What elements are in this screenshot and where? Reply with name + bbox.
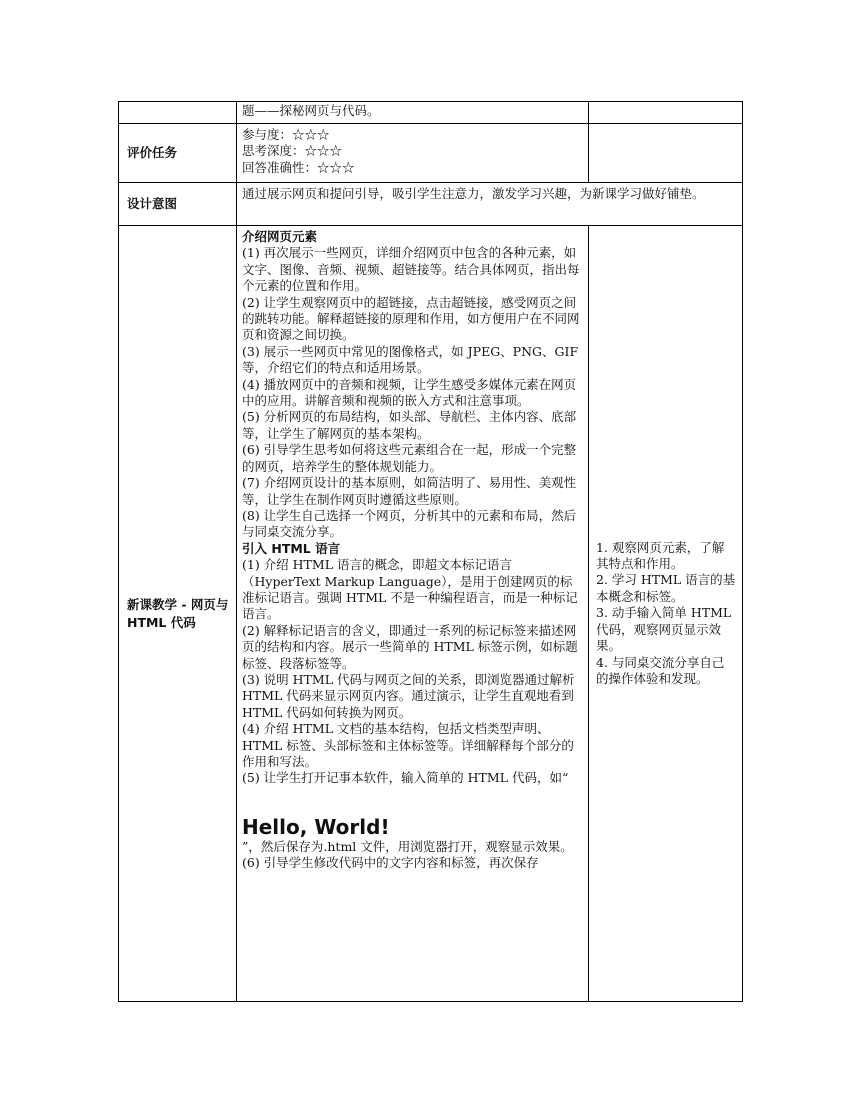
list-item: (8) 让学生自己选择一个网页，分析其中的元素和布局，然后与同桌交流分享。 [242,507,577,540]
list-item: (5) 让学生打开记事本软件，输入简单的 HTML 代码，如“ [242,770,569,786]
intent-text: 通过展示网页和提问引导，吸引学生注意力，激发学习兴趣，为新课学习做好铺垫。 [242,186,705,201]
row-label-teach: 新课教学 - 网页与 HTML 代码 [119,226,237,1002]
lesson-plan-table [118,101,743,1002]
teach-content-cell [237,226,589,1002]
row-label-eval: 评价任务 [119,124,237,183]
table-row [119,183,743,226]
content-cell [237,102,589,124]
activity-item: 3. 动手输入简单 HTML 代码，观察网页显示效果。 [596,605,732,654]
content-cell [237,124,589,183]
activity-item: 1. 观察网页元素，了解其特点和作用。 [596,539,725,572]
activity-cell [589,102,743,124]
activity-item: 4. 与同桌交流分享自己的操作体验和发现。 [596,654,725,686]
list-item: (5) 分析网页的布局结构，如头部、导航栏、主体内容、底部等，让学生了解网页的基本架构。 [242,409,577,441]
list-item: (1) 再次展示一些网页，详细介绍网页中包含的各种元素，如文字、图像、音频、视频、超链接等。结合具体网页，指出每个元素的位置和作用。 [242,245,580,294]
topic-text: 题——探秘网页与代码。 [242,103,380,118]
section-title: 介绍网页元素 [242,229,318,244]
list-item: (6) 引导学生修改代码中的文字内容和标签，再次保存 [242,855,539,871]
section-title: 引入 HTML 语言 [242,540,341,556]
eval-line: 回答准确性：☆☆☆ [242,159,355,175]
list-item: (1) 介绍 HTML 语言的概念，即超文本标记语言（HyperText Markup Language），是用于创建网页的标准标记语言。强调 HTML 不是一种编程语言，而是一种标记语言。 [242,557,578,622]
table-row [119,102,743,124]
list-item: (2) 解释标记语言的含义，即通过一系列的标记标签来描述网页的结构和内容。展示一些简单的 HTML 标签示例，如标题标签、段落标签等。 [242,622,578,671]
row-label-intent: 设计意图 [119,183,237,226]
list-item: (7) 介绍网页设计的基本原则，如简洁明了、易用性、美观性等，让学生在制作网页时遵循这些原则。 [242,475,577,507]
list-item: (4) 介绍 HTML 文档的基本结构，包括文档类型声明、HTML 标签、头部标签和主体标签等。详细解释每个部分的作用和写法。 [242,721,574,769]
activity-cell [589,226,743,1002]
intent-cell [237,183,743,226]
eval-line: 思考深度：☆☆☆ [242,143,343,159]
list-item: (3) 展示一些网页中常见的图像格式，如 JPEG、PNG、GIF 等，介绍它们的特点和适用场景。 [242,343,579,376]
eval-line: 参与度：☆☆☆ [242,127,330,142]
table-row [119,226,743,1002]
list-item: (6) 引导学生思考如何将这些元素组合在一起，形成一个完整的网页，培养学生的整体规划能力。 [242,442,577,474]
list-item: (2) 让学生观察网页中的超链接，点击超链接，感受网页之间的跳转功能。解释超链接的原理和作用，如方便用户在不同网页和资源之间切换。 [242,294,580,343]
table-row [119,124,743,183]
activity-cell [589,124,743,183]
row-label-cell [119,102,237,124]
list-item: (3) 说明 HTML 代码与网页之间的关系，即浏览器通过解析 HTML 代码来显示网页内容。通过演示，让学生直观地看到 HTML 代码如何转换为网页。 [242,671,575,720]
activity-item: 2. 学习 HTML 语言的基本概念和标签。 [596,572,736,604]
list-item: (4) 播放网页中的音频和视频，让学生感受多媒体元素在网页中的应用。讲解音频和视频的嵌入方式和注意事项。 [242,376,577,409]
list-item: ”，然后保存为.html 文件，用浏览器打开，观察显示效果。 [242,838,573,854]
hello-world-sample: Hello, World! [242,814,390,839]
